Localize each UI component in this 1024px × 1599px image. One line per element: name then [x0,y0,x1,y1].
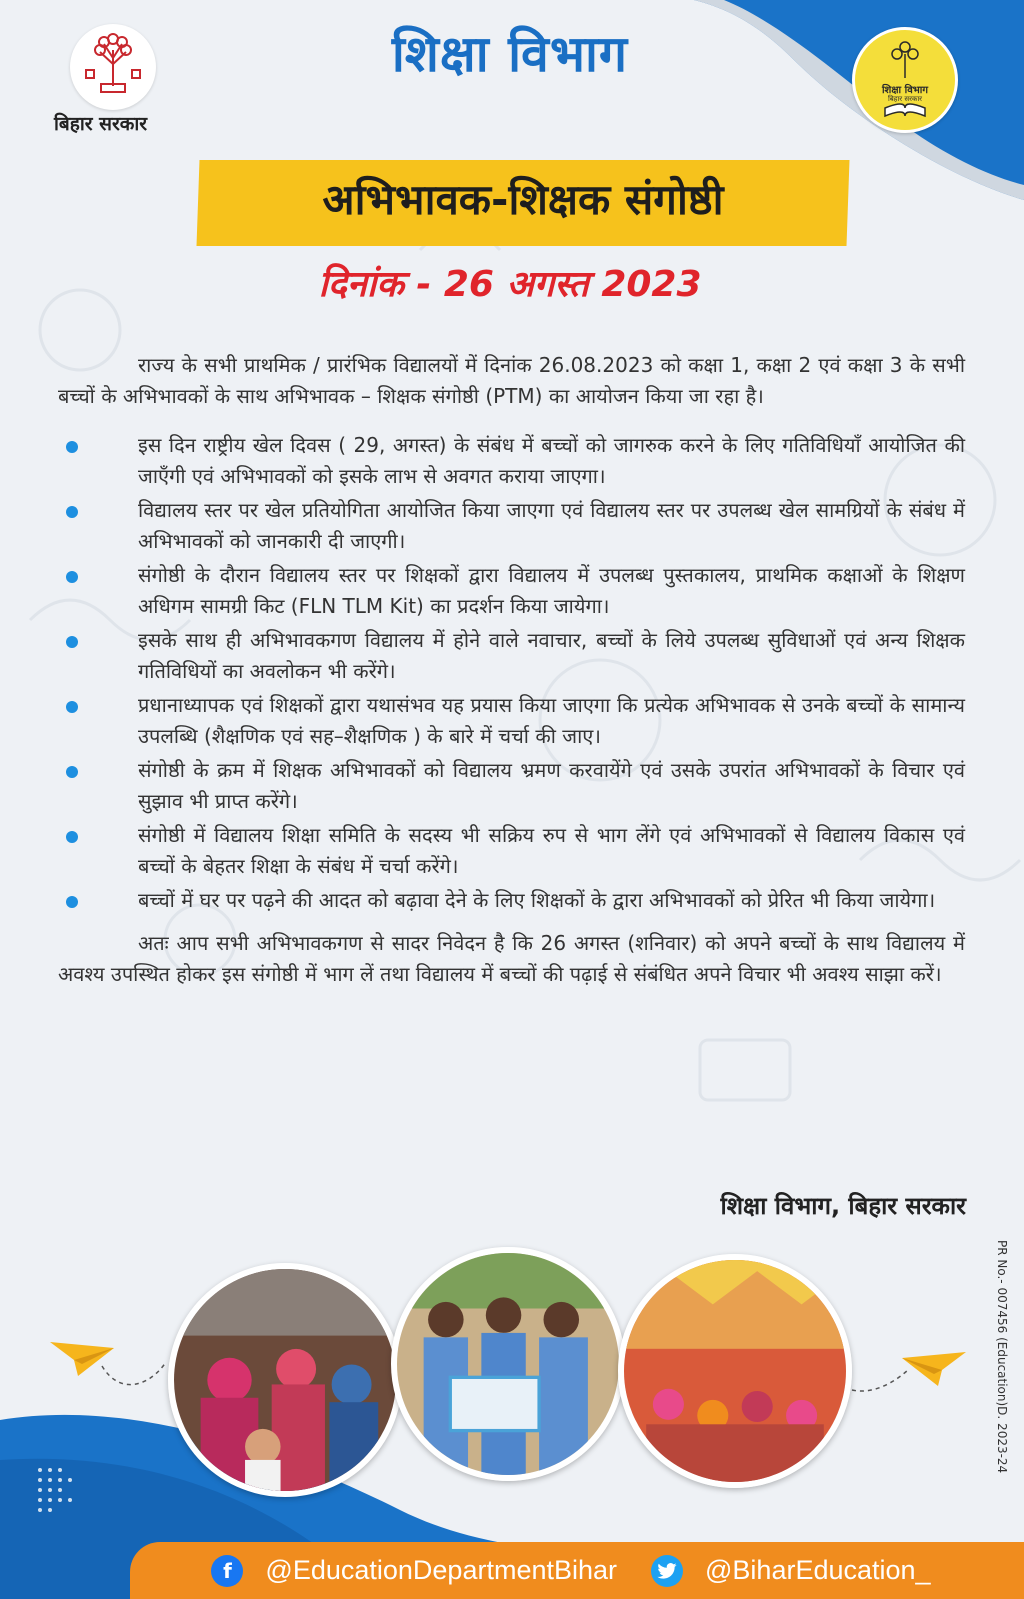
bullet-dot-icon [66,896,78,908]
list-item-text: संगोष्ठी के दौरान विद्यालय स्तर पर शिक्षकों द्वारा विद्यालय में उपलब्ध पुस्तकालय, प्राथमिक कक्षाओं के शिक्षण अधिगम सामग्री किट (FLN TLM Kit) का प्रदर्शन किया जायेगा। [138,563,965,618]
bullet-dot-icon [66,766,78,778]
signature: शिक्षा विभाग, बिहार सरकार [720,1192,966,1220]
notice-body [58,350,965,990]
list-item [58,625,965,687]
dashed-trail [850,1366,910,1396]
list-item-text: इस दिन राष्ट्रीय खेल दिवस ( 29, अगस्त) के संबंध में बच्चों को जागरुक करने के लिए गतिविधियाँ आयोजित की जाएँगी एवं अभिभावकों को इसके लाभ से अवगत कराया जाएगा। [138,433,965,488]
activity-list [58,430,965,916]
twitter-icon [651,1555,683,1587]
social-footer [130,1542,1024,1599]
edu-logo-subtext: बिहार सरकार [887,95,923,103]
students-photo-icon [397,1253,619,1475]
list-item [58,755,965,817]
list-item [58,820,965,882]
closing-paragraph: अतः आप सभी अभिभावकगण से सादर निवेदन है कि 26 अगस्त (शनिवार) को अपने बच्चों के साथ विद्यालय में अवश्य उपस्थित होकर इस संगोष्ठी में भाग लें तथा विद्यालय में बच्चों की पढ़ाई से संबंधित अपने विचार भी अवश्य साझा करें। [58,931,965,986]
bullet-dot-icon [66,831,78,843]
classroom-photo-icon [624,1260,846,1482]
facebook-handle-link[interactable]: @EducationDepartmentBihar [265,1555,618,1585]
education-department-logo [852,27,958,133]
bihar-government-logo [70,24,156,110]
list-item [58,430,965,492]
classroom-activity-photo [618,1254,852,1488]
parents-meeting-photo [168,1263,402,1497]
list-item-text: बच्चों में घर पर पढ़ने की आदत को बढ़ावा देने के लिए शिक्षकों के द्वारा अभिभावकों को प्रेरित भी किया जायेगा। [138,888,936,912]
list-item-text: विद्यालय स्तर पर खेल प्रतियोगिता आयोजित किया जाएगा एवं विद्यालय स्तर पर उपलब्ध खेल सामग्रियों के संबंध में अभिभावकों को जानकारी दी जाएगी। [138,498,965,553]
event-date: दिनांक - 26 अगस्त 2023 [318,264,702,305]
list-item-text: संगोष्ठी के क्रम में शिक्षक अभिभावकों को विद्यालय भ्रमण करवायेंगे एवं उसके उपरांत अभिभावकों के विचार एवं सुझाव भी प्राप्त करेंगे। [138,758,965,813]
pr-number: PR No.- 007456 (Education)D. 2023-24 [995,1240,1009,1474]
list-item [58,495,965,557]
list-item [58,885,965,916]
facebook-icon: f [211,1555,243,1587]
dashed-trail [100,1356,170,1396]
bullet-dot-icon [66,701,78,713]
edu-logo-text: शिक्षा विभाग [881,85,929,96]
students-photo [391,1247,625,1481]
list-item-text: संगोष्ठी में विद्यालय शिक्षा समिति के सदस्य भी सक्रिय रुप से भाग लेंगे एवं अभिभावकों से विद्यालय विकास एवं बच्चों के बेहतर शिक्षा के संबंध में चर्चा करेंगे। [138,823,965,878]
list-item-text: प्रधानाध्यापक एवं शिक्षकों द्वारा यथासंभव यह प्रयास किया जाएगा कि प्रत्येक अभिभावक से उनके बच्चों के सामान्य उपलब्धि (शैक्षणिक एवं सह–शैक्षणिक ) के बारे में चर्चा की जाए। [138,693,965,748]
list-item-text: इसके साथ ही अभिभावकगण विद्यालय में होने वाले नवाचार, बच्चों के लिये उपलब्ध सुविधाओं एवं अन्य शिक्षक गतिविधियों का अवलोकन भी करेंगे। [138,628,965,683]
department-title: शिक्षा विभाग [391,25,629,83]
list-item [58,560,965,622]
twitter-handle-link[interactable]: @BiharEducation_ [705,1555,931,1585]
gov-label: बिहार सरकार [54,113,148,135]
tree-book-icon [855,30,955,130]
crowd-photo-icon [174,1269,396,1491]
list-item [58,690,965,752]
bodhi-tree-icon [70,24,156,110]
twitter-bird-icon [657,1563,677,1579]
ptm-title: अभिभावक-शिक्षक संगोष्ठी [322,175,724,224]
bullet-dot-icon [66,506,78,518]
bullet-dot-icon [66,441,78,453]
intro-paragraph: राज्य के सभी प्राथमिक / प्रारंभिक विद्यालयों में दिनांक 26.08.2023 को कक्षा 1, कक्षा 2 एवं कक्षा 3 के सभी बच्चों के अभिभावकों के साथ अभिभावक – शिक्षक संगोष्ठी (PTM) का आयोजन किया जा रहा है। [58,353,965,408]
bullet-dot-icon [66,571,78,583]
bullet-dot-icon [66,636,78,648]
